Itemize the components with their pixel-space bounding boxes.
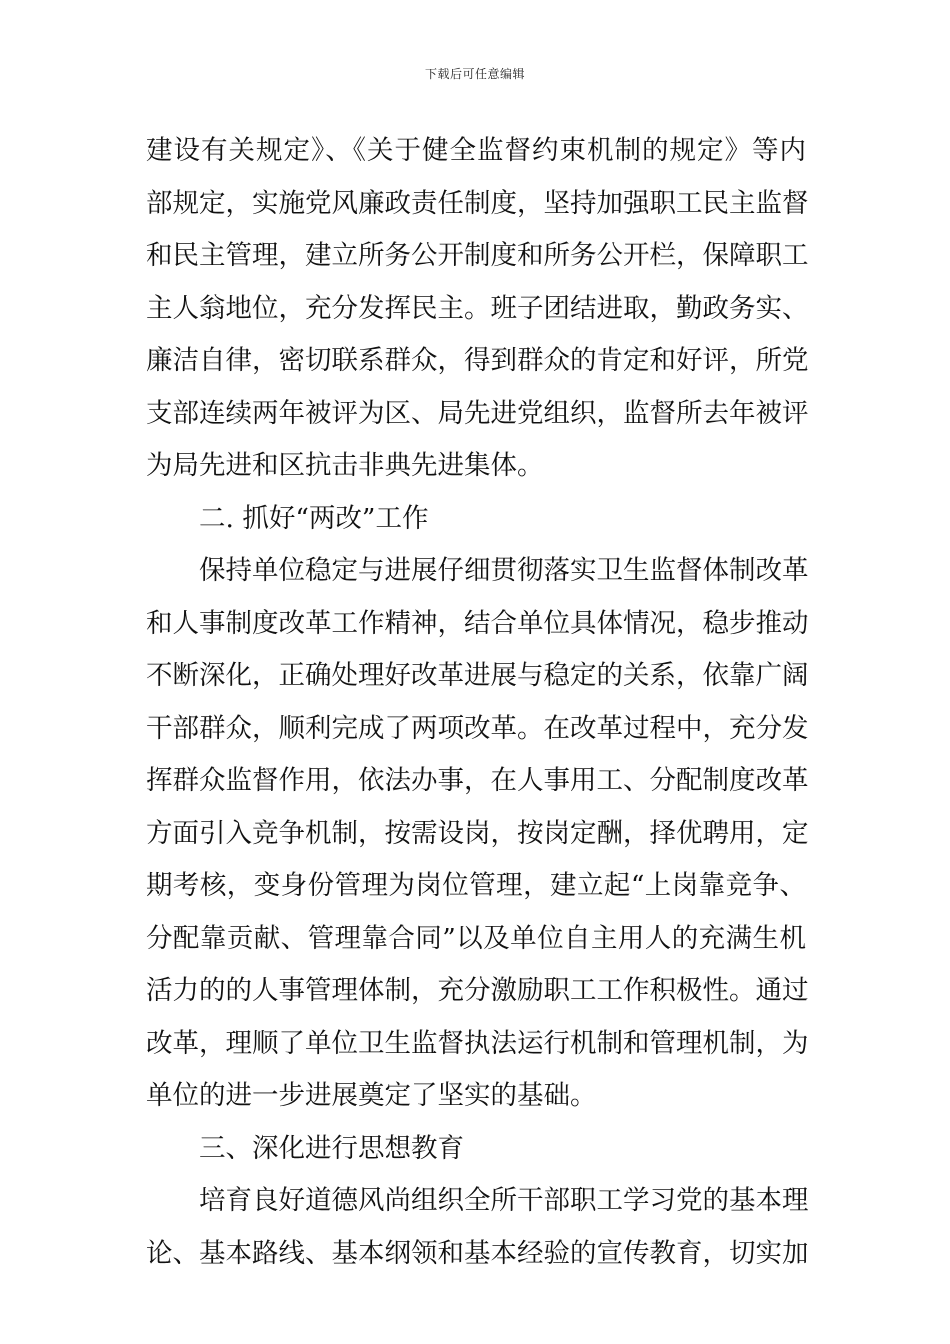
text-line: 保持单位稳定与进展仔细贯彻落实卫生监督体制改革: [199, 555, 809, 586]
section-heading: 二. 抓好“两改”工作: [199, 502, 429, 534]
text-line: 挥群众监督作用，依法办事，在人事用工、分配制度改革: [146, 765, 809, 796]
text-line: 和民主管理，建立所务公开制度和所务公开栏，保障职工: [146, 240, 809, 271]
page-header: 下载后可任意编辑: [424, 67, 525, 81]
text-line: 单位的进一步进展奠定了坚实的基础。: [146, 1080, 597, 1111]
text-line: 廉洁自律，密切联系群众，得到群众的肯定和好评，所党: [146, 345, 809, 376]
document-body: [146, 128, 809, 1283]
text-line: 支部连续两年被评为区、局先进党组织，监督所去年被评: [146, 397, 809, 429]
text-line: 为局先进和区抗击非典先进集体。: [146, 450, 544, 481]
section-heading: 三、深化进行思想教育: [199, 1132, 464, 1164]
text-line: 建设有关规定》、《关于健全监督约束机制的规定》等内: [146, 135, 806, 166]
text-line: 改革，理顺了单位卫生监督执法运行机制和管理机制，为: [146, 1027, 809, 1059]
text-line: 部规定，实施党风廉政责任制度，坚持加强职工民主监督: [146, 187, 809, 219]
text-line: 期考核，变身份管理为岗位管理，建立起“上岗靠竞争、: [146, 870, 806, 901]
text-line: 活力的的人事管理体制，充分激励职工工作积极性。通过: [146, 975, 809, 1006]
text-line: 培育良好道德风尚组织全所干部职工学习党的基本理: [199, 1185, 809, 1216]
text-line: 论、基本路线、基本纲领和基本经验的宣传教育，切实加: [146, 1237, 809, 1269]
text-line: 方面引入竞争机制，按需设岗，按岗定酬，择优聘用，定: [146, 817, 809, 849]
text-line: 干部群众，顺利完成了两项改革。在改革过程中，充分发: [146, 712, 809, 744]
text-line: 分配靠贡献、管理靠合同”以及单位自主用人的充满生机: [146, 922, 806, 954]
text-line: 主人翁地位，充分发挥民主。班子团结进取，勤政务实、: [146, 292, 809, 324]
text-line: 和人事制度改革工作精神，结合单位具体情况，稳步推动: [146, 607, 809, 639]
text-line: 不断深化，正确处理好改革进展与稳定的关系，依靠广阔: [146, 660, 809, 691]
